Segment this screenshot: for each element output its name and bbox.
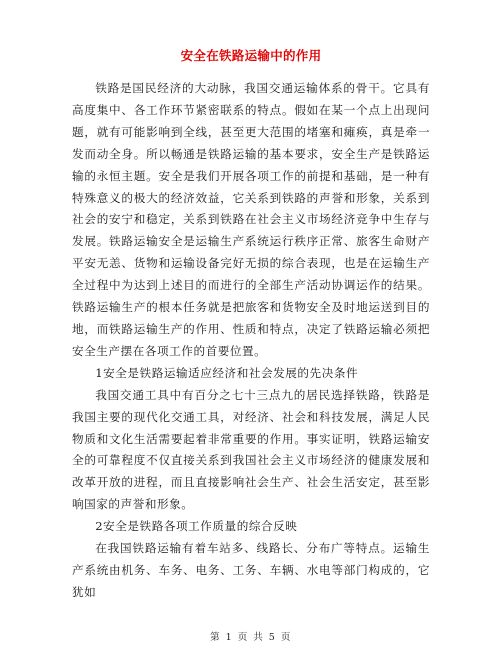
page-number-footer: 第 1 页 共 5 页 <box>210 632 292 643</box>
section-1-heading: 1安全是铁路运输适应经济和社会发展的先决条件 <box>95 365 359 380</box>
section-1-paragraph: 我国交通工具中有百分之七十三点九的居民选择铁路，铁路是我国主要的现代化交通工具，对经济、社会和科技发展，满足人民物质和文化生活需要起着非常重要的作用。事实证明，铁路运输安全的可靠程度不仅直接关系到我国社会主义市场经济的健康发展和改革开放的进程，而且直接影响社会生产、社会生活安定，甚至影响国家的声誉和形象。 <box>72 387 430 512</box>
section-2-paragraph: 在我国铁路运输有着车站多、线路长、分布广等特点。运输生产系统由机务、车务、电务、工务、车辆、水电等部门构成的，它犹如 <box>72 541 430 599</box>
document-body <box>72 78 430 604</box>
document-title: 安全在铁路运输中的作用 <box>180 48 322 63</box>
intro-paragraph: 铁路是国民经济的大动脉，我国交通运输体系的骨干。它具有高度集中、各工作环节紧密联系的特点。假如在某一个点上出现问题，就有可能影响到全线，甚至更大范围的堵塞和瘫痪，真是牵一发而动全身。所以畅通是铁路运输的基本要求，安全生产是铁路运输的永恒主题。安全是我们开展各项工作的前提和基础，是一种有特殊意义的极大的经济效益，它关系到铁路的声誉和形象，关系到社会的安宁和稳定，关系到铁路在社会主义市场经济竞争中生存与发展。铁路运输安全是运输生产系统运行秩序正常、旅客生命财产平安无恙、货物和运输设备完好无损的综合表现，也是在运输生产全过程中为达到上述目的而进行的全部生产活动协调运作的结果。铁路运输生产的根本任务就是把旅客和货物安全及时地运送到目的地，而铁路运输生产的作用、性质和特点，决定了铁路运输必须把安全生产摆在各项工作的首要位置。 <box>72 81 430 358</box>
section-2-heading: 2安全是铁路各项工作质量的综合反映 <box>95 519 298 534</box>
